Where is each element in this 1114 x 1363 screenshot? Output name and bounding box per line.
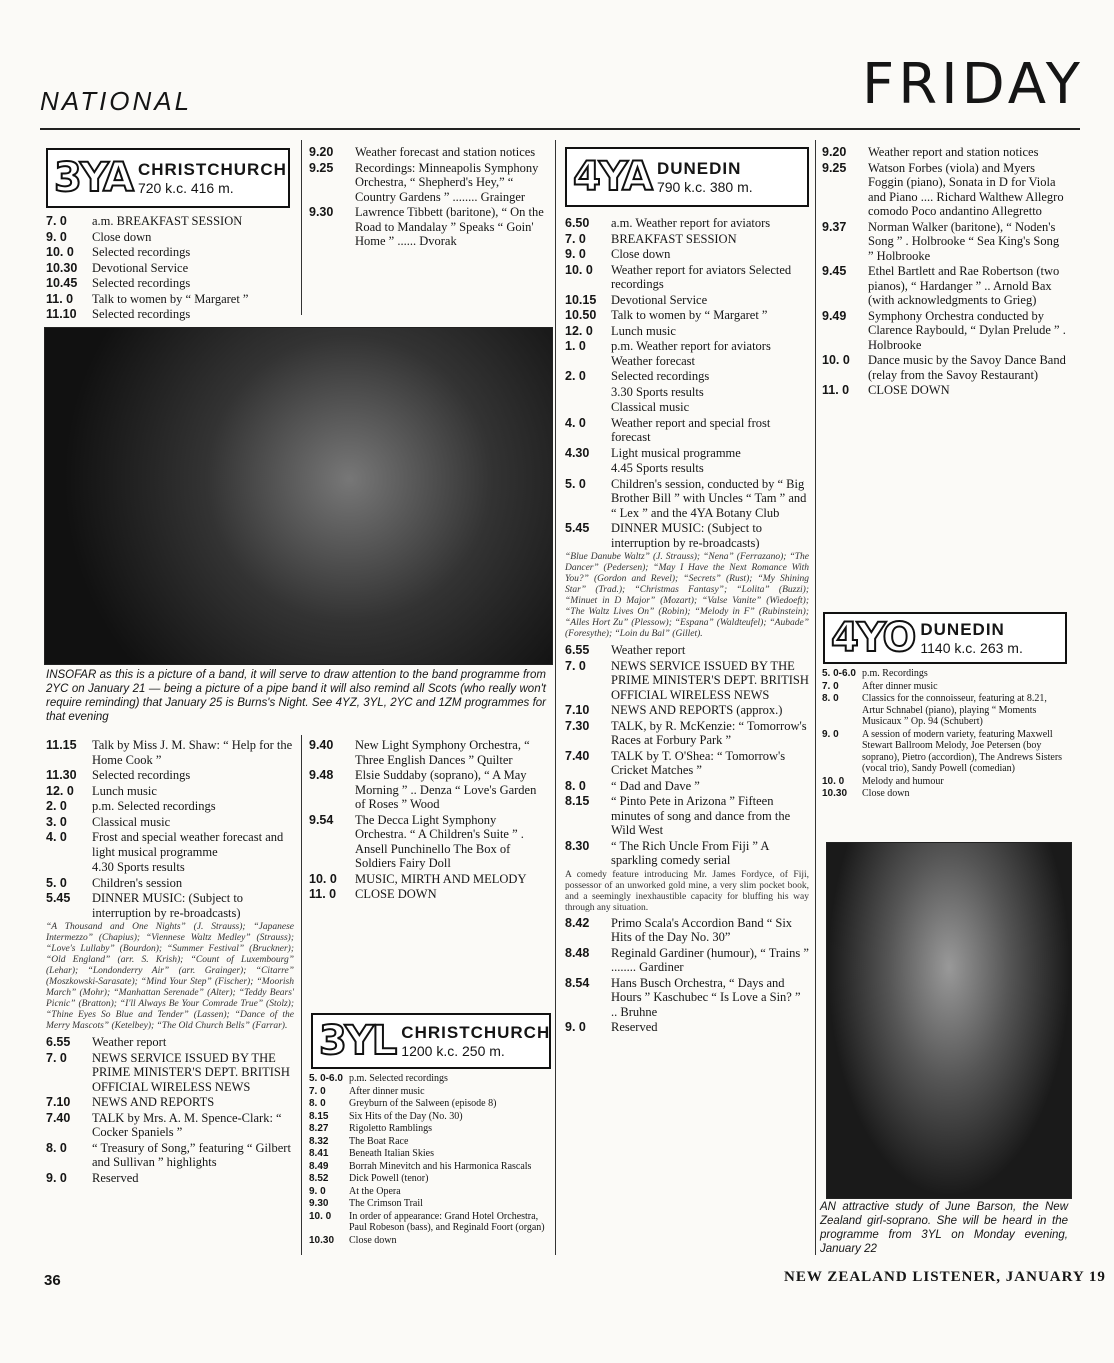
entry-text: CLOSE DOWN xyxy=(355,887,437,901)
entry-text: Selected recordings xyxy=(92,245,191,259)
entry-text: Lawrence Tibbett (baritone), “ On the Road to Mandalay ” Speaks “ Goin' Home ” ...... Dvorak xyxy=(355,205,544,248)
entry-time: 5. 0-6.0 xyxy=(309,1073,343,1084)
entry-text: Weather report for aviators Selected recordings xyxy=(611,262,792,291)
entry-time: 9.54 xyxy=(309,812,334,827)
entry-time: 1. 0 xyxy=(565,339,586,353)
programme-entry xyxy=(309,1148,551,1160)
entry-time: 9.48 xyxy=(309,768,334,782)
entry-time: 9. 0 xyxy=(565,247,586,261)
programme-entry xyxy=(822,383,1066,398)
entry-text: Devotional Service xyxy=(92,260,189,275)
entry-text: Talk by Miss J. M. Shaw: “ Help for the Home Cook ” xyxy=(92,738,293,767)
entry-time: 9.25 xyxy=(822,160,847,175)
entry-text: Ethel Bartlett and Rae Robertson (two pianos), “ Hardanger ” .. Arnold Bax (with acknowledgments to Grieg) xyxy=(868,264,1060,307)
entry-time: 6.50 xyxy=(565,216,590,230)
entry-time: 7. 0 xyxy=(565,231,586,246)
entry-text: After dinner music xyxy=(862,680,938,692)
entry-time: 8.30 xyxy=(565,838,590,853)
programme-entry xyxy=(46,768,294,783)
entry-text: Children's session xyxy=(92,875,183,890)
station-frequency: 1200 k.c. 250 m. xyxy=(401,1043,505,1059)
entry-text: Devotional Service xyxy=(611,292,708,307)
entry-text: Elsie Suddaby (soprano), “ A May Morning ” .. Denza “ Love's Garden of Roses ” Wood xyxy=(355,768,537,811)
programme-entry xyxy=(309,205,549,249)
station-city: CHRISTCHURCH xyxy=(401,1023,551,1042)
schedule-4ya-late xyxy=(822,145,1066,399)
programme-entry xyxy=(565,385,809,400)
programme-entry xyxy=(309,1098,551,1110)
entry-time: 2. 0 xyxy=(565,369,586,383)
divider xyxy=(301,140,302,315)
programme-entry xyxy=(565,521,809,550)
entry-text: The Crimson Trail xyxy=(349,1198,423,1209)
programme-entry xyxy=(309,768,549,812)
programme-entry xyxy=(46,1111,294,1140)
programme-entry xyxy=(822,668,1068,680)
entry-time: 9.30 xyxy=(309,1198,329,1209)
entry-text: Close down xyxy=(611,247,671,261)
entry-time: 11. 0 xyxy=(46,291,74,306)
entry-text: Lunch music xyxy=(92,783,157,798)
entry-text: Talk to women by “ Margaret ” xyxy=(611,308,768,322)
entry-text: NEWS AND REPORTS (approx.) xyxy=(611,703,783,717)
programme-entry xyxy=(565,247,809,262)
entry-text: In order of appearance: Grand Hotel Orchestra, Paul Robeson (bass), and Reginald Foort (organ) xyxy=(349,1210,545,1233)
entry-time: 10. 0 xyxy=(309,871,337,886)
programme-entry xyxy=(565,839,809,868)
entry-time: 8.48 xyxy=(565,945,590,960)
programme-entry xyxy=(565,400,809,415)
june-barson-photo xyxy=(826,842,1072,1199)
entry-text: NEWS SERVICE ISSUED BY THE PRIME MINISTER'S DEPT. BRITISH OFFICIAL WIRELESS NEWS xyxy=(611,658,809,702)
entry-text: At the Opera xyxy=(349,1185,401,1197)
programme-entry xyxy=(46,1035,294,1050)
programme-entry xyxy=(822,776,1068,788)
entry-text: Children's session, conducted by “ Big Brother Bill ” with Uncles “ Tam ” and “ Lex ” and the 4YA Botany Club xyxy=(611,476,807,520)
programme-entry xyxy=(309,1111,551,1123)
programme-entry xyxy=(565,339,809,368)
entry-time: 11.30 xyxy=(46,768,77,782)
entry-time: 4. 0 xyxy=(46,830,67,844)
entry-text: p.m. Recordings xyxy=(862,668,928,679)
entry-time: 7.40 xyxy=(565,748,590,763)
entry-text: a.m. Weather report for aviators xyxy=(611,216,771,230)
entry-time: 8. 0 xyxy=(822,693,839,704)
programme-entry xyxy=(822,220,1066,264)
entry-text: 3.30 Sports results xyxy=(611,384,704,399)
entry-text: A session of modern variety, featuring Maxwell Stewart Ballroom Melody, Joe Petersen (boy soprano), Pietro (accordion), The Andrews Sisters (vocal trio), Sandy Powell (comedian) xyxy=(862,728,1063,774)
programme-entry xyxy=(309,738,549,767)
programme-entry xyxy=(309,1073,551,1085)
programme-entry xyxy=(309,1161,551,1173)
entry-text: Six Hits of the Day (No. 30) xyxy=(349,1110,463,1122)
schedule-4ya xyxy=(565,216,809,1036)
programme-entry xyxy=(46,276,294,291)
entry-time: 9. 0 xyxy=(565,1020,586,1034)
programme-entry xyxy=(46,738,294,767)
entry-text: p.m. Weather report for aviators Weather forecast xyxy=(611,339,771,368)
schedule-4yo xyxy=(822,668,1068,801)
entry-time: 11.10 xyxy=(46,307,77,321)
entry-text: After dinner music xyxy=(349,1085,425,1097)
entry-time: 8. 0 xyxy=(46,1140,67,1155)
programme-entry xyxy=(309,1198,551,1210)
entry-text: Selected recordings xyxy=(611,369,710,383)
entry-time: 9. 0 xyxy=(822,728,839,740)
programme-entry xyxy=(309,1211,551,1234)
schedule-3ya-morning xyxy=(46,214,294,323)
programme-entry xyxy=(565,643,809,658)
programme-entry xyxy=(46,815,294,830)
schedule-3ya-evening xyxy=(309,738,549,903)
entry-text: Selected recordings xyxy=(92,276,191,290)
schedule-3ya-afternoon xyxy=(46,738,294,1186)
entry-time: 7. 0 xyxy=(46,1050,67,1065)
programme-entry xyxy=(309,1123,551,1135)
serial-description: A comedy feature introducing Mr. James Fordyce, of Fiji, possessor of an unworked gold mine, a very slim pocket book, and a seemingly inexhaustible capacity for bluffing his way through any situation. xyxy=(565,869,809,913)
entry-time: 8.15 xyxy=(309,1110,329,1122)
station-3yl-header xyxy=(311,1013,551,1069)
entry-text: Frost and special weather forecast and light musical programme xyxy=(92,830,284,859)
entry-time: 8.54 xyxy=(565,975,590,990)
entry-text: Borrah Minevitch and his Harmonica Rascals xyxy=(349,1160,532,1172)
programme-entry xyxy=(565,324,809,339)
station-3ya-header xyxy=(46,148,290,208)
entry-time: 4. 0 xyxy=(565,415,586,430)
programme-entry xyxy=(46,1051,294,1095)
entry-text: The Decca Light Symphony Orchestra. “ A Children's Suite ” . Ansell Punchinello The Box of Soldiers Fairy Doll xyxy=(355,812,524,870)
entry-time: 7.10 xyxy=(565,703,590,717)
programme-entry xyxy=(822,788,1068,800)
programme-entry xyxy=(309,1136,551,1148)
programme-entry xyxy=(565,1020,809,1035)
entry-text: TALK by T. O'Shea: “ Tomorrow's Cricket Matches ” xyxy=(611,748,786,777)
entry-text: Weather report xyxy=(92,1035,167,1049)
entry-time: 7.30 xyxy=(565,718,590,733)
programme-entry xyxy=(46,799,294,814)
day-title: FRIDAY xyxy=(862,52,1084,117)
programme-entry xyxy=(565,446,809,461)
entry-time: 10. 0 xyxy=(822,775,845,787)
programme-entry xyxy=(822,729,1068,775)
entry-time: 9.49 xyxy=(822,308,847,323)
programme-entry xyxy=(46,307,294,322)
dinner-music-list: “A Thousand and One Nights” (J. Strauss); “Japanese Intermezzo” (Chapius); “Viennese Waltz Medley” (Strauss); “Love's Lullaby” (Bourdon); “Summer Festival” (Bruckner); “Old England” (arr. S. Krish); “Count of Luxembourg” (Lehar); “Londonderry Air” (arr. Grainger); “Citarre” (Moszkowski-Sarasate); “Mind Your Step” (Fischer); “Moorish March” (Mohr); “Manhattan Serenade” (Alter); “Teddy Bears' Picnic” (Bratton); “I'll Always Be Your Comrade True” (Stolz); “Thine Eyes So Blue and Tender” (Lassen); “Dance of the Merry Mascots” (Ketelbey); “The Old Church Bells” (Farrar). xyxy=(46,922,294,1031)
programme-entry xyxy=(46,891,294,920)
entry-text: Weather report and station notices xyxy=(868,145,1039,159)
programme-entry xyxy=(565,794,809,838)
entry-text: DINNER MUSIC: (Subject to interruption by re-broadcasts) xyxy=(611,521,763,550)
entry-text: “ The Rich Uncle From Fiji ” A sparkling comedy serial xyxy=(611,838,769,867)
programme-entry xyxy=(822,309,1066,353)
programme-entry xyxy=(309,161,549,205)
entry-text: Close down xyxy=(349,1234,397,1246)
entry-time: 8.52 xyxy=(309,1173,329,1184)
entry-time: 7.40 xyxy=(46,1110,71,1125)
station-frequency: 720 k.c. 416 m. xyxy=(137,180,234,196)
entry-time: 8.41 xyxy=(309,1148,329,1159)
entry-time: 7. 0 xyxy=(46,214,67,228)
programme-entry xyxy=(822,681,1068,693)
header-rule xyxy=(40,128,1080,130)
entry-text: Talk to women by “ Margaret ” xyxy=(92,291,249,306)
station-logo: 3YA xyxy=(54,155,132,201)
entry-time xyxy=(565,461,611,476)
entry-time: 4.30 xyxy=(565,445,590,460)
entry-text: Greyburn of the Salween (episode 8) xyxy=(349,1098,497,1109)
divider xyxy=(555,140,556,1255)
station-city: DUNEDIN xyxy=(656,159,742,178)
entry-text: “ Pinto Pete in Arizona ” Fifteen minutes of song and dance from the Wild West xyxy=(611,794,791,837)
entry-time: 7.10 xyxy=(46,1095,71,1109)
entry-text: Dance music by the Savoy Dance Band (relay from the Savoy Restaurant) xyxy=(868,353,1066,382)
station-4yo-header xyxy=(823,612,1067,664)
programme-entry xyxy=(46,230,294,245)
entry-text: New Light Symphony Orchestra, “ Three English Dances ” Quilter xyxy=(355,738,530,767)
entry-text: Reserved xyxy=(92,1170,139,1185)
programme-entry xyxy=(46,830,294,859)
entry-text: Hans Busch Orchestra, “ Days and Hours ” Kaschubec “ Is Love a Sin? ” .. Bruhne xyxy=(611,975,801,1019)
programme-entry xyxy=(565,416,809,445)
entry-text: “ Dad and Dave ” xyxy=(611,778,700,793)
entry-text: Recordings: Minneapolis Symphony Orchestra, “ Shepherd's Hey,” “ Country Gardens ” ........ Grainger xyxy=(355,160,539,204)
programme-entry xyxy=(46,245,294,260)
programme-entry xyxy=(565,719,809,748)
entry-text: Selected recordings xyxy=(92,307,191,321)
programme-entry xyxy=(46,784,294,799)
entry-text: NEWS SERVICE ISSUED BY THE PRIME MINISTER'S DEPT. BRITISH OFFICIAL WIRELESS NEWS xyxy=(92,1050,290,1094)
entry-time: 8.15 xyxy=(565,794,590,808)
programme-entry xyxy=(565,749,809,778)
entry-text: Watson Forbes (viola) and Myers Foggin (piano), Sonata in D for Viola and Piano .... Richard Walthew Allegro comodo Poco andantino Allegretto xyxy=(868,160,1064,218)
programme-entry xyxy=(565,461,809,476)
programme-entry xyxy=(565,216,809,231)
entry-text: “ Treasury of Song,” featuring “ Gilbert and Sullivan ” highlights xyxy=(92,1140,291,1169)
entry-text: p.m. Selected recordings xyxy=(349,1073,448,1084)
entry-text: Reserved xyxy=(611,1020,658,1034)
entry-text: TALK, by R. McKenzie: “ Tomorrow's Races at Forbury Park ” xyxy=(611,718,807,747)
programme-entry xyxy=(309,1086,551,1098)
station-logo: 4YA xyxy=(573,154,651,200)
entry-text: Dick Powell (tenor) xyxy=(349,1173,429,1184)
entry-time: 8. 0 xyxy=(309,1098,326,1109)
entry-time: 9.30 xyxy=(309,205,334,219)
entry-time: 12. 0 xyxy=(46,783,74,798)
entry-time: 7. 0 xyxy=(565,658,586,673)
june-barson-caption: AN attractive study of June Barson, the New Zealand girl-soprano. She will be heard in the programme from 3YL on Monday evening, January 22 xyxy=(820,1201,1068,1255)
entry-text: Classics for the connoisseur, featuring at 8.21, Artur Schnabel (piano), playing “ Moments Musicaux ” Op. 94 (Schubert) xyxy=(862,693,1047,727)
entry-text: CLOSE DOWN xyxy=(868,383,950,397)
entry-time: 10.15 xyxy=(565,292,597,307)
divider xyxy=(301,735,302,1255)
entry-text: Symphony Orchestra conducted by Clarence Raybould, “ Dylan Prelude ” . Holbrooke xyxy=(868,308,1066,352)
entry-text: BREAKFAST SESSION xyxy=(611,231,737,246)
entry-time: 3. 0 xyxy=(46,814,67,829)
schedule-3ya-late xyxy=(309,145,549,250)
entry-time: 7. 0 xyxy=(822,680,839,692)
entry-time: 8.27 xyxy=(309,1123,329,1134)
programme-entry xyxy=(565,369,809,384)
entry-time: 11.15 xyxy=(46,738,77,752)
dinner-music-list: “Blue Danube Waltz” (J. Strauss); “Nena” (Ferrazano); “The Dancer” (Pedersen); “May I Have the Next Romance With You?” (Gordon and Revel); “Secrets” (Rust); “My Shining Star” (Trad.); “Christmas Fantasy”; “Lolita” (Buzzi); “Minuet in D Major” (Mozart); “Valse Vanite” (Wiedoeft); “The Waltz Lives On” (Robin); “Melody in F” (Rubinstein); “Alles Hort Zu” (Plessow); “Espana” (Waldteufel); “Aubade” (Foresythe); “Loin du Bal” (Gillet). xyxy=(565,552,809,639)
programme-entry xyxy=(46,292,294,307)
entry-time: 9.45 xyxy=(822,264,847,278)
entry-time: 10. 0 xyxy=(822,353,850,367)
entry-time: 10.50 xyxy=(565,308,597,322)
programme-entry xyxy=(46,261,294,276)
entry-time: 7. 0 xyxy=(309,1085,326,1097)
programme-entry xyxy=(565,976,809,1020)
pipe-band-photo xyxy=(44,327,553,665)
programme-entry xyxy=(822,353,1066,382)
entry-text: 4.30 Sports results xyxy=(92,860,185,874)
programme-entry xyxy=(565,946,809,975)
station-frequency: 790 k.c. 380 m. xyxy=(656,179,753,195)
entry-time: 8.42 xyxy=(565,915,590,930)
programme-entry xyxy=(309,1235,551,1247)
programme-entry xyxy=(822,264,1066,308)
entry-text: Selected recordings xyxy=(92,768,191,782)
entry-time xyxy=(46,860,92,875)
entry-text: Light musical programme xyxy=(611,445,741,460)
entry-time: 2. 0 xyxy=(46,799,67,813)
entry-text: Close down xyxy=(862,788,910,799)
programme-entry xyxy=(565,477,809,521)
entry-time: 9.40 xyxy=(309,738,334,752)
entry-time: 8.32 xyxy=(309,1135,329,1147)
entry-text: p.m. Selected recordings xyxy=(92,799,216,813)
entry-text: 4.45 Sports results xyxy=(611,461,704,475)
entry-time: 10.30 xyxy=(46,260,78,275)
programme-entry xyxy=(46,1171,294,1186)
entry-time: 9. 0 xyxy=(46,229,67,244)
station-4ya-header xyxy=(565,147,809,207)
entry-time: 6.55 xyxy=(46,1035,71,1049)
entry-time: 5. 0-6.0 xyxy=(822,668,856,679)
divider xyxy=(815,140,816,1255)
entry-text: Weather forecast and station notices xyxy=(355,145,536,159)
entry-time: 9.37 xyxy=(822,219,847,234)
programme-entry xyxy=(565,779,809,794)
station-logo: 4YO xyxy=(831,615,915,661)
station-city: CHRISTCHURCH xyxy=(137,160,287,179)
entry-time xyxy=(565,385,611,400)
entry-time: 9.25 xyxy=(309,160,334,175)
entry-time: 10. 0 xyxy=(46,245,74,259)
entry-time: 10. 0 xyxy=(565,262,593,277)
entry-text: Melody and humour xyxy=(862,775,944,787)
entry-text: TALK by Mrs. A. M. Spence-Clark: “ Cocker Spaniels ” xyxy=(92,1110,282,1139)
entry-time: 5.45 xyxy=(565,521,590,535)
entry-text: Close down xyxy=(92,229,152,244)
entry-time: 9. 0 xyxy=(46,1170,67,1185)
entry-text: Beneath Italian Skies xyxy=(349,1148,434,1159)
programme-entry xyxy=(46,860,294,875)
entry-time: 12. 0 xyxy=(565,323,593,338)
programme-entry xyxy=(565,232,809,247)
programme-entry xyxy=(46,876,294,891)
entry-time: 11. 0 xyxy=(309,887,337,901)
programme-entry xyxy=(565,703,809,718)
programme-entry xyxy=(309,1186,551,1198)
entry-text: NEWS AND REPORTS xyxy=(92,1095,215,1109)
entry-text: Primo Scala's Accordion Band “ Six Hits of the Day No. 30” xyxy=(611,915,793,944)
programme-entry xyxy=(309,887,549,902)
entry-time: 9.20 xyxy=(309,145,334,159)
pipe-band-caption: INSOFAR as this is a picture of a band, it will serve to draw attention to the band programme from 2YC on January 21 — being a picture of a pipe band it will also remind all Scots (who really won't require reminding) that January 25 is Burns's Night. See 4YZ, 3YL, 2YC and 1ZM programmes for that evening xyxy=(46,669,546,723)
station-frequency: 1140 k.c. 263 m. xyxy=(920,640,1023,656)
entry-text: a.m. BREAKFAST SESSION xyxy=(92,214,243,228)
entry-text: Weather report and special frost forecast xyxy=(611,415,771,444)
programme-entry xyxy=(309,1173,551,1185)
entry-text: Norman Walker (baritone), “ Noden's Song ” . Holbrooke “ Sea King's Song ” Holbrooke xyxy=(868,219,1060,263)
programme-entry xyxy=(565,293,809,308)
programme-entry xyxy=(309,145,549,160)
entry-text: Rigoletto Ramblings xyxy=(349,1123,433,1134)
entry-text: Weather report xyxy=(611,643,686,657)
publication-footer: NEW ZEALAND LISTENER, JANUARY 19 xyxy=(784,1269,1106,1285)
programme-entry xyxy=(565,308,809,323)
entry-time: 10. 0 xyxy=(309,1210,332,1222)
entry-text: DINNER MUSIC: (Subject to interruption by re-broadcasts) xyxy=(92,891,244,920)
programme-entry xyxy=(822,145,1066,160)
entry-time: 5. 0 xyxy=(565,476,586,491)
programme-entry xyxy=(565,659,809,703)
entry-time: 10.45 xyxy=(46,276,78,290)
entry-text: Lunch music xyxy=(611,323,676,338)
station-logo: 3YL xyxy=(319,1018,396,1064)
entry-text: Classical music xyxy=(611,400,690,414)
programme-entry xyxy=(565,263,809,292)
programme-entry xyxy=(822,161,1066,219)
schedule-3yl xyxy=(309,1073,551,1247)
entry-text: Classical music xyxy=(92,814,171,829)
programme-entry xyxy=(46,1141,294,1170)
entry-text: Reginald Gardiner (humour), “ Trains ” ........ Gardiner xyxy=(611,945,809,974)
page-number: 36 xyxy=(44,1272,61,1289)
entry-time: 5.45 xyxy=(46,891,71,905)
entry-time: 9. 0 xyxy=(309,1185,326,1197)
programme-entry xyxy=(309,872,549,887)
entry-time: 8. 0 xyxy=(565,778,586,793)
programme-entry xyxy=(565,916,809,945)
section-title: NATIONAL xyxy=(40,86,193,116)
entry-time: 5. 0 xyxy=(46,875,67,890)
programme-entry xyxy=(46,214,294,229)
entry-time: 10.30 xyxy=(309,1234,335,1246)
programme-entry xyxy=(822,693,1068,728)
entry-time: 11. 0 xyxy=(822,383,850,397)
station-city: DUNEDIN xyxy=(920,620,1005,639)
entry-time: 10.30 xyxy=(822,788,848,799)
entry-time xyxy=(565,400,611,415)
programme-entry xyxy=(309,813,549,871)
entry-text: MUSIC, MIRTH AND MELODY xyxy=(355,871,527,886)
programme-entry xyxy=(46,1095,294,1110)
entry-time: 6.55 xyxy=(565,643,590,657)
entry-time: 8.49 xyxy=(309,1160,329,1172)
entry-text: The Boat Race xyxy=(349,1135,409,1147)
entry-time: 9.20 xyxy=(822,145,847,159)
